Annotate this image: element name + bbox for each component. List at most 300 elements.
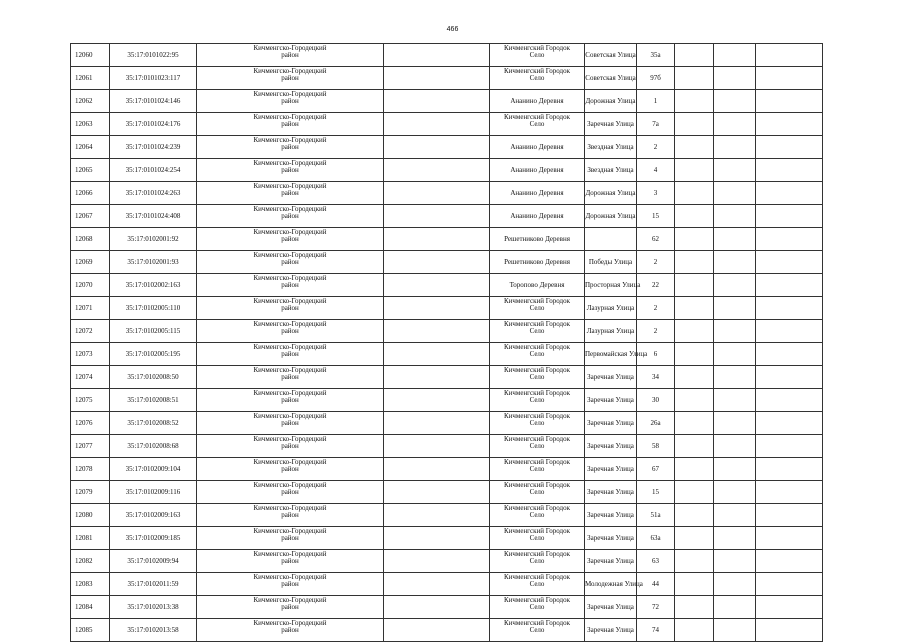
empty-cell <box>714 366 756 389</box>
empty-cell <box>714 458 756 481</box>
district-line-1: Кичменгско-Городецкий <box>253 136 327 144</box>
empty-cell <box>384 44 490 67</box>
district-line-2: район <box>281 419 299 427</box>
row-number-cell: 12076 <box>71 412 110 435</box>
empty-cell <box>714 596 756 619</box>
district-line-2: район <box>281 626 299 634</box>
district-line-2: район <box>281 143 299 151</box>
cadastral-number-cell: 35:17:0102008:51 <box>110 389 197 412</box>
cadastral-number-cell: 35:17:0102005:195 <box>110 343 197 366</box>
locality-line-2: Село <box>529 373 545 381</box>
empty-cell <box>384 573 490 596</box>
district-cell <box>197 274 384 297</box>
district-line-1: Кичменгско-Городецкий <box>253 389 327 397</box>
empty-cell <box>756 228 823 251</box>
row-number-cell: 12083 <box>71 573 110 596</box>
row-number-cell: 12077 <box>71 435 110 458</box>
empty-cell <box>675 44 714 67</box>
empty-cell <box>756 205 823 228</box>
cadastral-number-cell: 35:17:0102011:59 <box>110 573 197 596</box>
empty-cell <box>675 619 714 642</box>
empty-cell <box>675 320 714 343</box>
empty-cell <box>675 297 714 320</box>
street-cell: Советская Улица <box>585 44 637 67</box>
cadastral-number-cell: 35:17:0102009:94 <box>110 550 197 573</box>
locality-cell <box>490 113 585 136</box>
street-cell: Лазурная Улица <box>585 297 637 320</box>
empty-cell <box>384 435 490 458</box>
street-cell: Заречная Улица <box>585 113 637 136</box>
house-number-cell: 63а <box>637 527 675 550</box>
district-line-1: Кичменгско-Городецкий <box>253 481 327 489</box>
district-cell <box>197 113 384 136</box>
table-row <box>71 619 823 642</box>
table-row <box>71 550 823 573</box>
locality-line-2: Ананино Деревня <box>510 96 564 105</box>
locality-line-2: Село <box>529 442 545 450</box>
cadastral-number-cell: 35:17:0102008:52 <box>110 412 197 435</box>
locality-line-2: Село <box>529 557 545 565</box>
street-cell: Лазурная Улица <box>585 320 637 343</box>
table-row <box>71 205 823 228</box>
district-line-1: Кичменгско-Городецкий <box>253 274 327 282</box>
district-cell <box>197 44 384 67</box>
cadastral-number-cell: 35:17:0101024:146 <box>110 90 197 113</box>
locality-line-2: Ананино Деревня <box>510 211 564 220</box>
district-line-1: Кичменгско-Городецкий <box>253 527 327 535</box>
locality-line-1: Кичменгский Городок <box>503 619 571 627</box>
locality-cell <box>490 159 585 182</box>
locality-line-2: Село <box>529 327 545 335</box>
row-number-cell: 12081 <box>71 527 110 550</box>
cadastral-number-cell: 35:17:0102013:38 <box>110 596 197 619</box>
district-cell <box>197 297 384 320</box>
empty-cell <box>756 573 823 596</box>
locality-cell <box>490 619 585 642</box>
locality-line-2: Село <box>529 350 545 358</box>
empty-cell <box>384 527 490 550</box>
locality-cell <box>490 90 585 113</box>
empty-cell <box>714 389 756 412</box>
table-row <box>71 159 823 182</box>
house-number-cell: 1 <box>637 90 675 113</box>
locality-line-2: Решетниково Деревня <box>504 257 570 266</box>
district-line-2: район <box>281 281 299 289</box>
house-number-cell: 97б <box>637 67 675 90</box>
street-cell: Заречная Улица <box>585 481 637 504</box>
empty-cell <box>384 274 490 297</box>
empty-cell <box>675 67 714 90</box>
locality-line-2: Село <box>529 419 545 427</box>
street-cell: Молодежная Улица <box>585 573 637 596</box>
cadastral-number-cell: 35:17:0102013:58 <box>110 619 197 642</box>
empty-cell <box>756 619 823 642</box>
locality-line-2: Село <box>529 51 545 59</box>
table-row <box>71 297 823 320</box>
empty-cell <box>384 504 490 527</box>
empty-cell <box>675 159 714 182</box>
row-number-cell: 12084 <box>71 596 110 619</box>
cadastral-number-cell: 35:17:0102009:185 <box>110 527 197 550</box>
empty-cell <box>384 182 490 205</box>
house-number-cell: 72 <box>637 596 675 619</box>
street-cell: Первомайская Улица <box>585 343 637 366</box>
row-number-cell: 12061 <box>71 67 110 90</box>
empty-cell <box>675 251 714 274</box>
empty-cell <box>714 573 756 596</box>
empty-cell <box>756 113 823 136</box>
district-line-2: район <box>281 580 299 588</box>
house-number-cell: 6 <box>637 343 675 366</box>
district-line-1: Кичменгско-Городецкий <box>253 297 327 305</box>
cadastral-number-cell: 35:17:0101024:254 <box>110 159 197 182</box>
empty-cell <box>675 205 714 228</box>
district-cell <box>197 228 384 251</box>
empty-cell <box>756 435 823 458</box>
district-line-2: район <box>281 74 299 82</box>
empty-cell <box>714 44 756 67</box>
empty-cell <box>384 251 490 274</box>
row-number-cell: 12068 <box>71 228 110 251</box>
empty-cell <box>714 205 756 228</box>
cadastral-number-cell: 35:17:0102009:116 <box>110 481 197 504</box>
empty-cell <box>675 550 714 573</box>
locality-line-1: Кичменгский Городок <box>503 550 571 558</box>
street-cell: Заречная Улица <box>585 366 637 389</box>
locality-line-2: Ананино Деревня <box>510 142 564 151</box>
empty-cell <box>714 274 756 297</box>
empty-cell <box>714 481 756 504</box>
empty-cell <box>714 619 756 642</box>
district-line-2: район <box>281 120 299 128</box>
locality-cell <box>490 205 585 228</box>
row-number-cell: 12072 <box>71 320 110 343</box>
street-cell: Заречная Улица <box>585 527 637 550</box>
district-line-2: район <box>281 212 299 220</box>
district-cell <box>197 67 384 90</box>
table-row <box>71 182 823 205</box>
street-cell: Заречная Улица <box>585 458 637 481</box>
street-cell: Дорожная Улица <box>585 182 637 205</box>
page-number: 466 <box>446 26 459 33</box>
empty-cell <box>756 297 823 320</box>
empty-cell <box>675 366 714 389</box>
locality-cell <box>490 504 585 527</box>
district-line-1: Кичменгско-Городецкий <box>253 205 327 213</box>
locality-cell <box>490 182 585 205</box>
empty-cell <box>675 136 714 159</box>
district-line-2: район <box>281 304 299 312</box>
district-line-2: район <box>281 166 299 174</box>
district-cell <box>197 366 384 389</box>
row-number-cell: 12078 <box>71 458 110 481</box>
empty-cell <box>756 458 823 481</box>
locality-line-2: Торопово Деревня <box>509 280 565 289</box>
table-row <box>71 527 823 550</box>
district-cell <box>197 573 384 596</box>
locality-line-2: Решетниково Деревня <box>504 234 570 243</box>
locality-cell <box>490 343 585 366</box>
house-number-cell: 2 <box>637 297 675 320</box>
row-number-cell: 12080 <box>71 504 110 527</box>
empty-cell <box>675 573 714 596</box>
empty-cell <box>384 159 490 182</box>
empty-cell <box>384 90 490 113</box>
empty-cell <box>714 504 756 527</box>
locality-line-1: Кичменгский Городок <box>503 343 571 351</box>
house-number-cell: 35а <box>637 44 675 67</box>
locality-line-1: Кичменгский Городок <box>503 596 571 604</box>
empty-cell <box>384 458 490 481</box>
empty-cell <box>714 550 756 573</box>
locality-line-2: Село <box>529 626 545 634</box>
locality-line-2: Село <box>529 603 545 611</box>
cadastral-number-cell: 35:17:0101024:263 <box>110 182 197 205</box>
table-body <box>71 44 823 642</box>
district-line-1: Кичменгско-Городецкий <box>253 113 327 121</box>
street-cell <box>585 228 637 251</box>
locality-line-2: Село <box>529 304 545 312</box>
empty-cell <box>714 320 756 343</box>
district-cell <box>197 159 384 182</box>
street-cell: Победы Улица <box>585 251 637 274</box>
cadastral-number-cell: 35:17:0102008:68 <box>110 435 197 458</box>
district-line-1: Кичменгско-Городецкий <box>253 44 327 52</box>
table-row <box>71 228 823 251</box>
empty-cell <box>756 274 823 297</box>
empty-cell <box>675 458 714 481</box>
row-number-cell: 12070 <box>71 274 110 297</box>
district-cell <box>197 251 384 274</box>
empty-cell <box>756 343 823 366</box>
district-cell <box>197 389 384 412</box>
locality-line-1: Кичменгский Городок <box>503 389 571 397</box>
district-line-1: Кичменгско-Городецкий <box>253 435 327 443</box>
house-number-cell: 51а <box>637 504 675 527</box>
district-line-1: Кичменгско-Городецкий <box>253 573 327 581</box>
table-row <box>71 251 823 274</box>
empty-cell <box>675 182 714 205</box>
cadastral-number-cell: 35:17:0102001:93 <box>110 251 197 274</box>
locality-cell <box>490 136 585 159</box>
street-cell: Советская Улица <box>585 67 637 90</box>
table-row <box>71 90 823 113</box>
empty-cell <box>675 435 714 458</box>
empty-cell <box>675 113 714 136</box>
district-line-1: Кичменгско-Городецкий <box>253 366 327 374</box>
address-table <box>70 43 823 642</box>
table-row <box>71 274 823 297</box>
house-number-cell: 58 <box>637 435 675 458</box>
locality-cell <box>490 297 585 320</box>
locality-cell <box>490 573 585 596</box>
empty-cell <box>384 389 490 412</box>
locality-line-2: Село <box>529 488 545 496</box>
house-number-cell: 2 <box>637 320 675 343</box>
table-row <box>71 596 823 619</box>
cadastral-number-cell: 35:17:0102001:92 <box>110 228 197 251</box>
district-cell <box>197 182 384 205</box>
street-cell: Звездная Улица <box>585 159 637 182</box>
cadastral-number-cell: 35:17:0101022:95 <box>110 44 197 67</box>
locality-line-2: Ананино Деревня <box>510 165 564 174</box>
row-number-cell: 12073 <box>71 343 110 366</box>
table-row <box>71 320 823 343</box>
district-line-1: Кичменгско-Городецкий <box>253 67 327 75</box>
house-number-cell: 15 <box>637 481 675 504</box>
house-number-cell: 62 <box>637 228 675 251</box>
empty-cell <box>756 504 823 527</box>
street-cell: Заречная Улица <box>585 596 637 619</box>
empty-cell <box>384 205 490 228</box>
locality-cell <box>490 435 585 458</box>
empty-cell <box>756 366 823 389</box>
empty-cell <box>714 136 756 159</box>
locality-line-1: Кичменгский Городок <box>503 481 571 489</box>
district-line-2: район <box>281 350 299 358</box>
district-line-1: Кичменгско-Городецкий <box>253 504 327 512</box>
locality-cell <box>490 458 585 481</box>
empty-cell <box>384 320 490 343</box>
empty-cell <box>384 412 490 435</box>
locality-cell <box>490 481 585 504</box>
empty-cell <box>384 343 490 366</box>
district-line-2: район <box>281 603 299 611</box>
district-line-2: район <box>281 189 299 197</box>
empty-cell <box>714 228 756 251</box>
locality-line-1: Кичменгский Городок <box>503 44 571 52</box>
empty-cell <box>756 527 823 550</box>
empty-cell <box>675 343 714 366</box>
empty-cell <box>384 297 490 320</box>
table-row <box>71 389 823 412</box>
district-line-1: Кичменгско-Городецкий <box>253 90 327 98</box>
empty-cell <box>756 90 823 113</box>
district-line-2: район <box>281 488 299 496</box>
locality-line-2: Село <box>529 580 545 588</box>
street-cell: Дорожная Улица <box>585 90 637 113</box>
locality-line-1: Кичменгский Городок <box>503 113 571 121</box>
district-line-1: Кичменгско-Городецкий <box>253 550 327 558</box>
empty-cell <box>675 412 714 435</box>
empty-cell <box>384 228 490 251</box>
house-number-cell: 3 <box>637 182 675 205</box>
street-cell: Заречная Улица <box>585 412 637 435</box>
empty-cell <box>714 297 756 320</box>
district-line-2: район <box>281 258 299 266</box>
district-line-1: Кичменгско-Городецкий <box>253 343 327 351</box>
district-cell <box>197 205 384 228</box>
district-line-1: Кичменгско-Городецкий <box>253 251 327 259</box>
table-row <box>71 343 823 366</box>
empty-cell <box>675 274 714 297</box>
locality-line-1: Кичменгский Городок <box>503 504 571 512</box>
table-row <box>71 481 823 504</box>
street-cell: Заречная Улица <box>585 550 637 573</box>
district-cell <box>197 320 384 343</box>
empty-cell <box>384 619 490 642</box>
locality-cell <box>490 274 585 297</box>
street-cell: Звездная Улица <box>585 136 637 159</box>
table-row <box>71 458 823 481</box>
empty-cell <box>675 504 714 527</box>
row-number-cell: 12065 <box>71 159 110 182</box>
district-cell <box>197 550 384 573</box>
locality-line-1: Кичменгский Городок <box>503 366 571 374</box>
empty-cell <box>714 412 756 435</box>
locality-cell <box>490 389 585 412</box>
locality-cell <box>490 550 585 573</box>
row-number-cell: 12074 <box>71 366 110 389</box>
district-line-2: район <box>281 396 299 404</box>
district-cell <box>197 596 384 619</box>
house-number-cell: 44 <box>637 573 675 596</box>
row-number-cell: 12085 <box>71 619 110 642</box>
empty-cell <box>756 251 823 274</box>
locality-line-1: Кичменгский Городок <box>503 297 571 305</box>
empty-cell <box>714 182 756 205</box>
empty-cell <box>756 389 823 412</box>
empty-cell <box>756 182 823 205</box>
street-cell: Просторная Улица <box>585 274 637 297</box>
table-row <box>71 366 823 389</box>
street-cell: Заречная Улица <box>585 435 637 458</box>
locality-line-1: Кичменгский Городок <box>503 527 571 535</box>
cadastral-number-cell: 35:17:0102005:115 <box>110 320 197 343</box>
empty-cell <box>714 527 756 550</box>
house-number-cell: 26а <box>637 412 675 435</box>
empty-cell <box>714 113 756 136</box>
table-row <box>71 504 823 527</box>
empty-cell <box>756 596 823 619</box>
locality-cell <box>490 251 585 274</box>
district-line-1: Кичменгско-Городецкий <box>253 228 327 236</box>
empty-cell <box>675 90 714 113</box>
locality-line-1: Кичменгский Городок <box>503 458 571 466</box>
locality-cell <box>490 228 585 251</box>
cadastral-number-cell: 35:17:0101024:239 <box>110 136 197 159</box>
table-row <box>71 67 823 90</box>
empty-cell <box>756 136 823 159</box>
house-number-cell: 67 <box>637 458 675 481</box>
locality-cell <box>490 527 585 550</box>
empty-cell <box>756 320 823 343</box>
street-cell: Дорожная Улица <box>585 205 637 228</box>
empty-cell <box>675 228 714 251</box>
street-cell: Заречная Улица <box>585 389 637 412</box>
house-number-cell: 15 <box>637 205 675 228</box>
district-line-2: район <box>281 373 299 381</box>
house-number-cell: 30 <box>637 389 675 412</box>
house-number-cell: 2 <box>637 136 675 159</box>
cadastral-number-cell: 35:17:0102005:110 <box>110 297 197 320</box>
locality-line-2: Село <box>529 511 545 519</box>
locality-cell <box>490 67 585 90</box>
empty-cell <box>756 412 823 435</box>
district-cell <box>197 481 384 504</box>
row-number-cell: 12066 <box>71 182 110 205</box>
empty-cell <box>384 113 490 136</box>
district-cell <box>197 343 384 366</box>
empty-cell <box>675 527 714 550</box>
district-line-2: район <box>281 235 299 243</box>
row-number-cell: 12071 <box>71 297 110 320</box>
empty-cell <box>384 481 490 504</box>
district-line-2: район <box>281 511 299 519</box>
row-number-cell: 12064 <box>71 136 110 159</box>
house-number-cell: 34 <box>637 366 675 389</box>
cadastral-number-cell: 35:17:0101023:117 <box>110 67 197 90</box>
